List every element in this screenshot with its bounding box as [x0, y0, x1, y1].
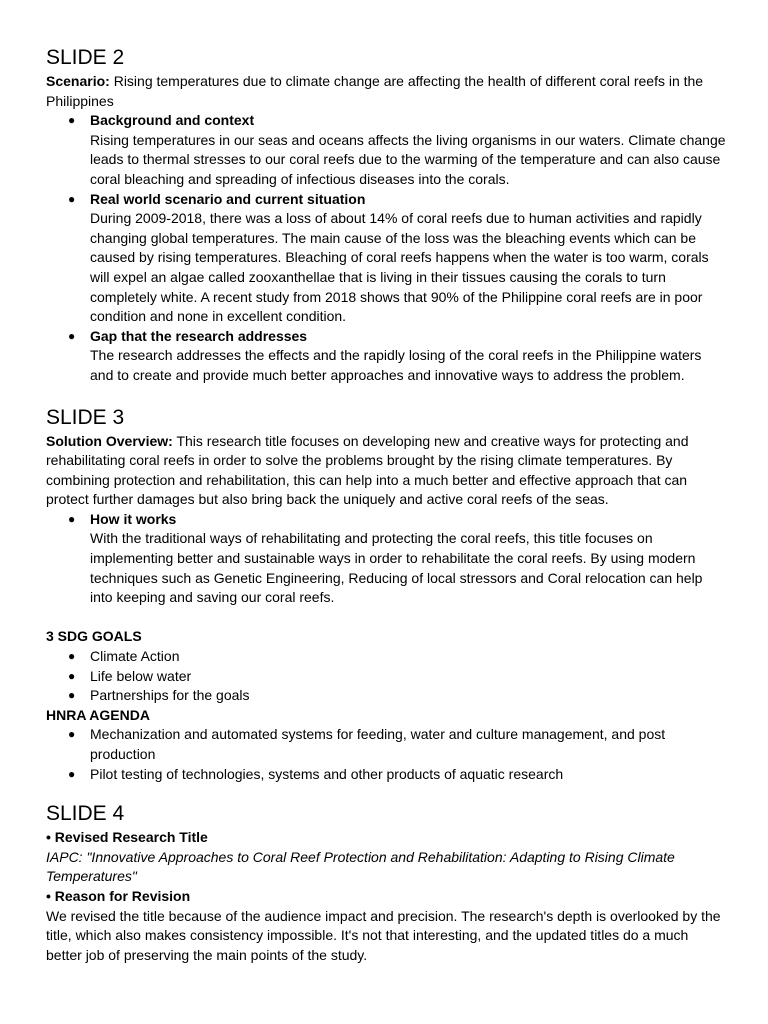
list-item-title: Real world scenario and current situation [90, 190, 366, 207]
sdg-item-label: Partnerships for the goals [90, 687, 250, 704]
list-item-title: Background and context [90, 112, 255, 129]
list-item [46, 667, 726, 687]
bullet-icon: ● [68, 328, 76, 343]
hnra-heading: HNRA AGENDA [46, 706, 150, 723]
sdg-list [46, 647, 726, 706]
how-it-works-list [46, 510, 726, 608]
hnra-item-label: Mechanization and automated systems for feeding, water and culture management, and post production [90, 726, 666, 762]
slide-2-section [46, 44, 726, 386]
list-item-body: During 2009-2018, there was a loss of about 14% of coral reefs due to human activities and rapidly changing global temperatures. The main cause of the loss was the bleaching events which can be caused by rising temperatures. Bleaching of coral reefs happens when the water is too warm, corals will expel an algae called zooxanthellae that is living in their tissues causing the corals to turn completely white. A recent study from 2018 shows that 90% of the Philippine coral reefs are in poor condition and none in excellent condition. [90, 210, 709, 325]
solution-overview-label: Solution Overview: [46, 432, 173, 449]
list-item [46, 190, 726, 327]
hnra-list [46, 725, 726, 784]
bullet-icon: ● [68, 191, 76, 206]
bullet-icon: ● [68, 649, 76, 664]
list-item [46, 327, 726, 386]
bullet-icon: ● [68, 766, 76, 781]
solution-overview-paragraph [46, 432, 726, 510]
list-item-body: With the traditional ways of rehabilitating and protecting the coral reefs, this title focuses on implementing better and sustainable ways in order to rehabilitate the coral reefs. By using modern techniques such as Genetic Engineering, Reducing of local stressors and Coral relocation can help into keeping and saving our coral reefs. [90, 530, 703, 606]
sdg-item-label: Climate Action [90, 648, 180, 665]
slide-4-heading: SLIDE 4 [46, 802, 125, 826]
revised-title-text: IAPC: "Innovative Approaches to Coral Reef Protection and Rehabilitation: Adapting to Rising Climate Temperatures" [46, 848, 675, 885]
bullet-icon: ● [68, 688, 76, 703]
sdg-heading: 3 SDG GOALS [46, 628, 142, 645]
slide-3-section [46, 404, 726, 785]
reason-text: We revised the title because of the audience impact and precision. The research's depth is overlooked by the title, which also makes consistency impossible. It's not that interesting, and the updated titles do a much better job of preserving the main points of the study. [46, 907, 721, 963]
list-item-body: Rising temperatures in our seas and oceans affects the living organisms in our waters. Climate change leads to thermal stresses to our coral reefs due to the warming of the temperature and can also cause coral bleaching and spreading of infectious diseases into the corals. [90, 131, 726, 187]
list-item [46, 686, 726, 706]
hnra-item-label: Pilot testing of technologies, systems and other products of aquatic research [90, 765, 564, 782]
revised-title-label: • Revised Research Title [46, 829, 208, 846]
scenario-text: Rising temperatures due to climate change are affecting the health of different coral reefs in the Philippines [46, 73, 704, 109]
list-item [46, 111, 726, 189]
list-item-title: How it works [90, 510, 177, 527]
document-page [46, 44, 726, 965]
bullet-icon: ● [68, 113, 76, 128]
slide-2-heading: SLIDE 2 [46, 46, 125, 69]
slide-3-heading: SLIDE 3 [46, 405, 125, 429]
list-item [46, 765, 726, 785]
scenario-label: Scenario: [46, 73, 110, 89]
reason-label: • Reason for Revision [46, 887, 191, 904]
list-item-body: The research addresses the effects and the rapidly losing of the coral reefs in the Philippine waters and to create and provide much better approaches and innovative ways to address the problem. [90, 347, 702, 383]
bullet-icon: ● [68, 727, 76, 742]
bullet-icon: ● [68, 668, 76, 683]
solution-overview-text: This research title focuses on developing new and creative ways for protecting and rehabilitating coral reefs in order to solve the problems brought by the rising climate temperatures. By combining protection and rehabilitation, this can help into a much better and effective approach that can protect further damages but also bring back the uniquely and active coral reefs of the seas. [46, 432, 689, 508]
slide-4-section [46, 800, 726, 965]
list-item-title: Gap that the research addresses [90, 327, 308, 344]
spacer [46, 608, 726, 628]
sdg-item-label: Life below water [90, 667, 192, 684]
list-item [46, 510, 726, 608]
scenario-paragraph [46, 72, 726, 111]
slide-2-list [46, 111, 726, 385]
list-item [46, 725, 726, 764]
list-item [46, 647, 726, 667]
bullet-icon: ● [68, 511, 76, 526]
